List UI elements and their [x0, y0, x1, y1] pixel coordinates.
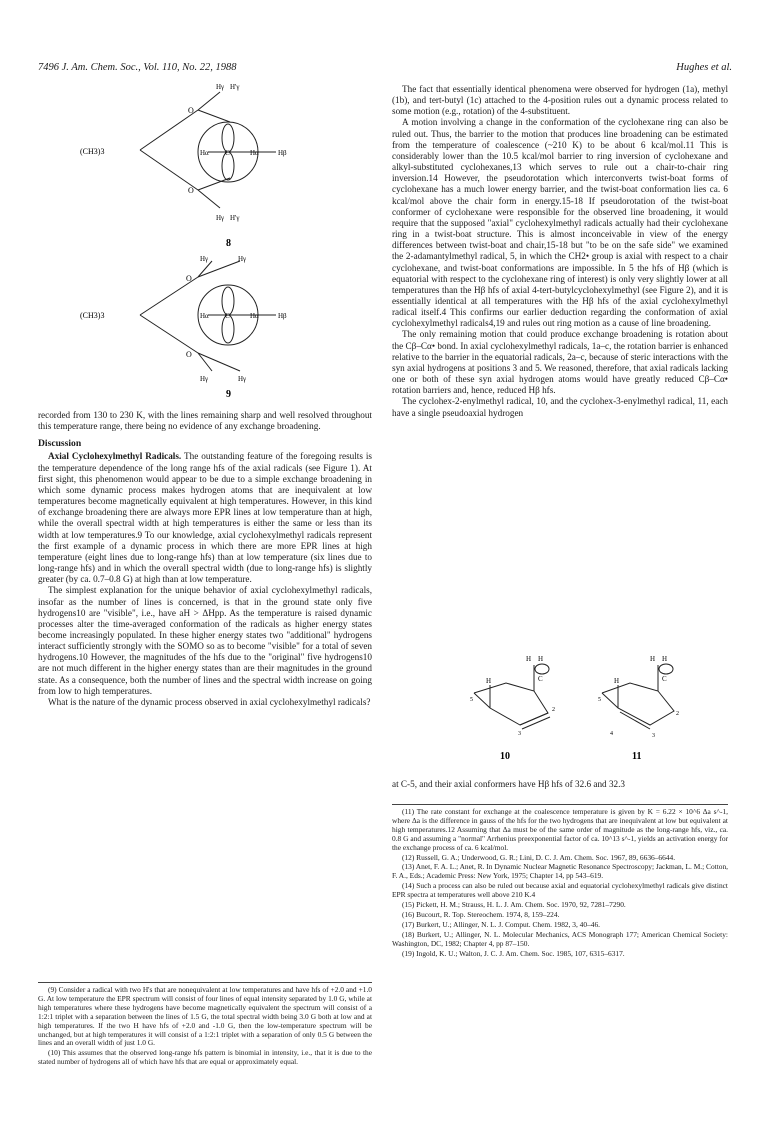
ring-number: 5	[470, 697, 473, 703]
h-alpha-label: Hα	[250, 312, 259, 320]
h-alpha-label: Hα	[200, 149, 209, 157]
footnote: (18) Burkert, U.; Allinger, N. L. Molecular Mechanics, ACS Monograph 177; American Chemical Society: Washington, DC, 1982; Chapter 4, pp 87–150.	[392, 929, 728, 948]
h-gamma-label: Hγ	[216, 214, 225, 222]
hydrogen-label: H	[538, 655, 544, 663]
carbon-label: C	[662, 675, 667, 683]
footnote-rule	[392, 804, 728, 805]
h-alpha-label: Hα	[200, 312, 209, 320]
paragraph: at C-5, and their axial conformers have Hβ hfs of 32.6 and 32.3	[392, 779, 626, 789]
structure-9-number: 9	[226, 389, 231, 400]
t-butyl-label-8: (CH3)3	[80, 147, 105, 156]
structure-8	[80, 80, 340, 255]
h-beta-label: Hβ	[278, 312, 287, 320]
h-gamma-prime-label: H'γ	[230, 83, 240, 91]
footnote: (11) The rate constant for exchange at the coalescence temperature is given by K = 6.22 × 10^6 Δa s^-1, where Δa is the difference in gauss of the hfs for the two hydrogens that are inequivalent at low but equivalent at high temperatures.12 Assuming that Δa must be of the same order of magnitude as the long-range hfs, viz., ca. 0.8 G and assuming a "normal" Arrhenius preexponential factor of ca. 10^13 s^-1, yields an activation energy for the exchange process of ca. 6 kcal/mol.	[392, 807, 728, 852]
paragraph: A motion involving a change in the conformation of the cyclohexane ring can also be ruled out. Thus, the barrier to the motion that produces line broadening can be estimated from the temperature of coalescence (~210 K) to be about 6 kcal/mol.11 This is considerably lower than the 10.5 kcal/mol barrier to ring inversion of cyclohexane and alkyl-substituted cyclohexanes,13 which serves to rule out a chair-to-chair ring inversion.14 However, the pseudorotation which interconverts twist-boat forms of cyclohexane has a much lower energy barrier, and the twist-boat conformation lies ca. 6 kcal/mol above the chair form in energy.15-18 If pseudorotation of the twist-boat conformer of cyclohexane were responsible for the observed line broadening, it would require that the supposed "axial" cyclohexylmethyl radicals actually had their cyclohexane ring in a twist-boat structure. This is almost inconceivable in view of the energy differences between twist-boat and chair,15-18 but "to be on the safe side" we examined the 2-adamantylmethyl radical, 5, in which the CH2• group is axial with respect to a chair cyclohexane, and twist-boat conformations are impossible. In 5 the hfs of Hβ (which is equatorial with respect to the cyclohexane ring of interest) is only very slightly lower at all temperatures than the Hβ hfs of axial 4-tert-butylcyclohexylmethyl (see Figure 2), and it is essentially identical at all temperatures with the Hβ hfs of the axial cyclohexylmethyl radical itself.4 This confirms our earlier deduction regarding the conformation of axial cyclohexylmethyl radicals4,19 and rules out ring motion as a cause of line broadening.	[392, 117, 728, 329]
running-header-left: 7496 J. Am. Chem. Soc., Vol. 110, No. 22, 1988	[38, 62, 237, 73]
footnotes-right	[392, 808, 728, 960]
run-in-heading: Axial Cyclohexylmethyl Radicals.	[48, 451, 182, 462]
paragraph-text: The outstanding feature of the foregoing results is the temperature dependence of the long range hfs of the axial radicals (see Figure 1). At first sight, this phenomenon would appear to be due to a simple exchange broadening in which some dynamic process makes hydrogen atoms that are inequivalent at low temperatures become magnetically equivalent at high temperatures. However, in this kind of exchange broadening there are always more EPR lines at low temperature than at high, while the overall spectral width at high temperatures is either the same or less than its width at low temperatures.9 To our knowledge, axial cyclohexylmethyl radicals represent the first example of a dynamic process in which there are more EPR lines at high temperature (eight lines due to long-range hfs) than at low temperature (six lines due to long-range hfs) and in which the overall spectral width (due to long-range hfs) is slightly greater (by ca. 0.7–0.8 G) at high than at low temperature.	[38, 451, 372, 585]
footnote: (14) Such a process can also be ruled out because axial and equatorial cyclohexylmethyl radicals give distinct EPR spectra at temperatures well above 210 K.4	[392, 881, 728, 900]
h-gamma-prime-label: H'γ	[230, 214, 240, 222]
footnote: (12) Russell, G. A.; Underwood, G. R.; Lini, D. C. J. Am. Chem. Soc. 1967, 89, 6636–6644.	[402, 852, 676, 862]
footnote: (13) Anet, F. A. L.; Anet, R. In Dynamic Nuclear Magnetic Resonance Spectroscopy; Jackman, L. M.; Cotton, F. A., Eds.; Academic Press: New York, 1975; Chapter 14, pp 543–619.	[392, 862, 728, 881]
structure-11-number: 11	[632, 751, 642, 762]
carbon-label: C	[225, 312, 230, 320]
hydrogen-label: H	[526, 655, 532, 663]
structure-9	[80, 253, 340, 403]
oxygen-label: O	[186, 350, 192, 359]
oxygen-label: O	[188, 106, 194, 115]
ring-number: 3	[518, 731, 521, 737]
footnote: (9) Consider a radical with two H's that are nonequivalent at low temperatures and have hfs of +2.0 and +1.0 G. At low temperature the EPR spectrum will consist of four lines of equal intensity separated by 1.0 G, while at high temperatures where these hydrogens have become magnetically equivalent the spectrum will consist of a 1:2:1 triplet with a separation between the lines of 1.5 G, the total spectral width being 3.0 G both at low and at high temperatures. If the two H have hfs of +2.0 and -1.0 G, then the low-temperature spectrum will be unchanged, but at high temperatures it will consist of a 1:2:1 triplet with a separation of only 0.5 G between the lines and an overall width of just 1.0 G.	[38, 985, 372, 1048]
running-header-right: Hughes et al.	[676, 62, 732, 73]
footnote: (19) Ingold, K. U.; Walton, J. C. J. Am. Chem. Soc. 1985, 107, 6315–6317.	[402, 948, 625, 958]
ring-number: 5	[598, 697, 601, 703]
hydrogen-label: H	[486, 677, 492, 685]
structure-8-number: 8	[226, 238, 231, 249]
h-beta-label: Hβ	[278, 149, 287, 157]
paragraph: What is the nature of the dynamic process observed in axial cyclohexylmethyl radicals?	[48, 696, 371, 707]
t-butyl-label-9: (CH3)3	[80, 311, 105, 320]
right-column	[392, 84, 728, 419]
hydrogen-label: H	[614, 677, 620, 685]
paragraph: The only remaining motion that could produce exchange broadening is rotation about the Cβ–Cα• bond. In axial cyclohexylmethyl radicals, 1a–c, the rotation barrier is enhanced relative to the barrier in the equatorial radicals, 2a–c, because of steric interactions with the syn axial hydrogens at positions 3 and 5. We reasoned, therefore, that axial radicals lacking one or both of these syn axial hydrogen atoms would have greatly reduced Cβ–Cα• rotation barriers and, hence, reduced Hβ hfs.	[392, 329, 728, 396]
ring-number: 3	[652, 733, 655, 739]
footnote: (17) Burkert, U.; Allinger, N. L. J. Comput. Chem. 1982, 3, 40–46.	[402, 919, 601, 929]
carbon-label: C	[538, 675, 543, 683]
paragraph: The simplest explanation for the unique behavior of axial cyclohexylmethyl radicals, insofar as the number of lines is concerned, is that in the ground state only five hydrogens10 are "visible", i.e., have aH > ΔHpp. As the temperature is raised dynamic processes alter the time-averaged conformation of the radicals as higher energy states become increasingly populated. In these higher energy states two "additional" hydrogens interact sufficiently strongly with the SOMO so as to become "visible" for a total of seven hydrogens.10 However, the magnitudes of the hfs due to the "original" five hydrogens10 are not much different in the higher energy states than are their magnitudes in the ground state. As a consequence, both the number of lines and the spectral width increase on going from low to high temperatures.	[38, 585, 372, 696]
h-gamma-label: Hγ	[238, 255, 247, 263]
h-gamma-label: Hγ	[200, 375, 209, 383]
ring-number: 4	[610, 731, 613, 737]
h-alpha-label: Hα	[250, 149, 259, 157]
h-gamma-label: Hγ	[200, 255, 209, 263]
paragraph: The cyclohex-2-enylmethyl radical, 10, and the cyclohex-3-enylmethyl radical, 11, each have a single pseudoaxial hydrogen	[392, 396, 728, 418]
paragraph: The fact that essentially identical phenomena were observed for hydrogen (1a), methyl (1b), and tert-butyl (1c) attached to the 4-position rules out a dynamic process related to some motion (e.g., rotation) of the 4-substituent.	[392, 84, 728, 117]
footnotes-left	[38, 986, 372, 1068]
right-column-continued	[392, 779, 728, 790]
h-gamma-label: Hγ	[216, 83, 225, 91]
h-gamma-label: Hγ	[238, 375, 247, 383]
footnote: (15) Pickett, H. M.; Strauss, H. L. J. Am. Chem. Soc. 1970, 92, 7281–7290.	[402, 900, 626, 910]
oxygen-label: O	[186, 274, 192, 283]
ring-number: 2	[676, 711, 679, 717]
carbon-label: C	[225, 149, 230, 157]
footnote-rule	[38, 982, 372, 983]
oxygen-label: O	[188, 186, 194, 195]
structures-10-11	[460, 653, 710, 768]
ring-number: 2	[552, 707, 555, 713]
left-column	[38, 410, 372, 708]
footnote: (16) Bucourt, R. Top. Stereochem. 1974, 8, 159–224.	[402, 909, 560, 919]
structure-10-number: 10	[500, 751, 510, 762]
footnote: (10) This assumes that the observed long-range hfs pattern is binomial in intensity, i.e., that it is due to the stated number of hydrogens all of which have hfs that are equal or approximately equal.	[38, 1048, 372, 1067]
hydrogen-label: H	[662, 655, 668, 663]
paragraph	[38, 451, 372, 585]
hydrogen-label: H	[650, 655, 656, 663]
paragraph: recorded from 130 to 230 K, with the lines remaining sharp and well resolved throughout this temperature range, there being no evidence of any exchange broadening.	[38, 410, 372, 432]
section-heading: Discussion	[38, 438, 82, 450]
